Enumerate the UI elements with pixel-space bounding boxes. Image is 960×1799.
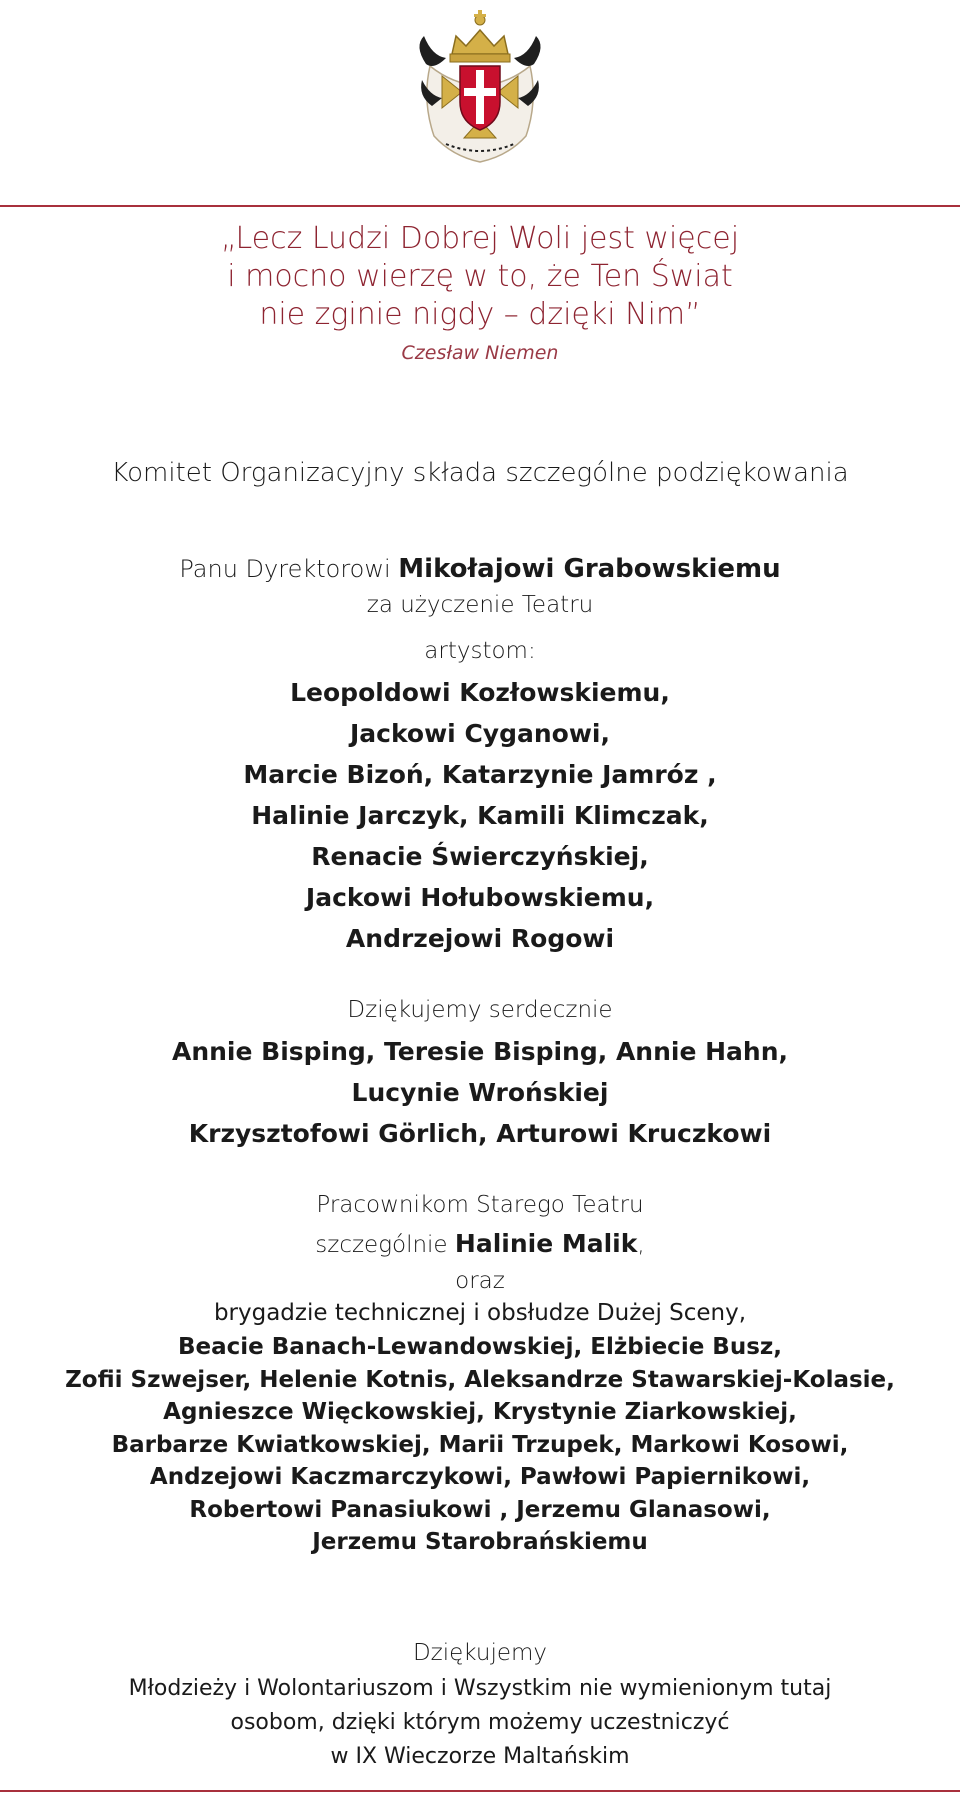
closing-label: Dziękujemy — [412, 1640, 548, 1666]
closing-text — [0, 1672, 960, 1774]
staff-list — [0, 1331, 960, 1559]
staff-label: Pracownikom Starego Teatru — [316, 1192, 644, 1218]
director-prefix: Panu Dyrektorowi — [179, 555, 399, 583]
closing-line: Młodzieży i Wolontariuszom i Wszystkim nie wymienionym tutaj — [128, 1676, 832, 1701]
staff-name: Beacie Banach-Lewandowskiej, Elżbiecie Busz, — [177, 1334, 783, 1360]
closing-line: osobom, dzięki którym możemy uczestniczyć — [230, 1710, 730, 1735]
staff-name: Barbarze Kwiatkowskiej, Marii Trzupek, Markowi Kosowi, — [111, 1431, 849, 1458]
staff-name: Andzejowi Kaczmarczykowi, Pawłowi Papiernikowi, — [149, 1464, 811, 1490]
artist-name: Halinie Jarczyk, Kamili Klimczak, — [251, 801, 709, 830]
thanks-name: Krzysztofowi Görlich, Arturowi Kruczkowi — [188, 1119, 772, 1148]
staff-especially-suffix: , — [637, 1232, 645, 1258]
staff-especially — [0, 1229, 960, 1258]
artist-name: Marcie Bizoń, Katarzynie Jamróz , — [243, 760, 717, 789]
quote-line: „Lecz Ludzi Dobrej Woli jest więcej — [220, 221, 740, 256]
staff-name: Agnieszce Więckowskiej, Krystynie Ziarkowskiej, — [163, 1399, 797, 1425]
closing-line: w IX Wieczorze Maltańskim — [330, 1744, 630, 1769]
director-line — [0, 554, 960, 584]
thanks-list — [0, 1031, 960, 1154]
thanks-name: Annie Bisping, Teresie Bisping, Annie Hahn, — [171, 1037, 789, 1066]
director-note: za użyczenie Teatru — [366, 592, 594, 618]
artists-list — [0, 672, 960, 959]
staff-and: oraz — [455, 1268, 505, 1294]
maltese-coat-of-arms-icon — [412, 6, 548, 166]
top-divider — [0, 205, 960, 207]
staff-especially-name: Halinie Malik — [454, 1229, 638, 1258]
bottom-divider — [0, 1790, 960, 1792]
staff-name: Jerzemu Starobrańskiemu — [312, 1529, 648, 1555]
artist-name: Jackowi Cyganowi, — [349, 719, 611, 748]
intro-text: Komitet Organizacyjny składa szczególne podziękowania — [111, 458, 849, 488]
artists-label: artystom: — [424, 638, 536, 664]
thanks-label: Dziękujemy serdecznie — [347, 997, 613, 1023]
director-name: Mikołajowi Grabowskiemu — [398, 554, 781, 584]
quote-line: i mocno wierzę w to, że Ten Świat — [227, 259, 733, 294]
staff-name: Zofii Szwejser, Helenie Kotnis, Aleksandrze Stawarskiej-Kolasie, — [65, 1366, 895, 1393]
thanks-name: Lucynie Wrońskiej — [351, 1078, 609, 1107]
artist-name: Renacie Świerczyńskiej, — [311, 842, 649, 871]
quote — [0, 220, 960, 334]
quote-line: nie zginie nigdy – dzięki Nim” — [259, 297, 701, 332]
artist-name: Andrzejowi Rogowi — [345, 924, 615, 953]
staff-name: Robertowi Panasiukowi , Jerzemu Glanasowi, — [189, 1496, 771, 1523]
artist-name: Jackowi Hołubowskiemu, — [305, 883, 655, 912]
quote-author: Czesław Niemen — [401, 342, 559, 364]
artist-name: Leopoldowi Kozłowskiemu, — [290, 678, 670, 707]
staff-especially-prefix: szczególnie — [315, 1232, 455, 1258]
staff-crew: brygadzie technicznej i obsłudze Dużej Sceny, — [213, 1300, 747, 1326]
